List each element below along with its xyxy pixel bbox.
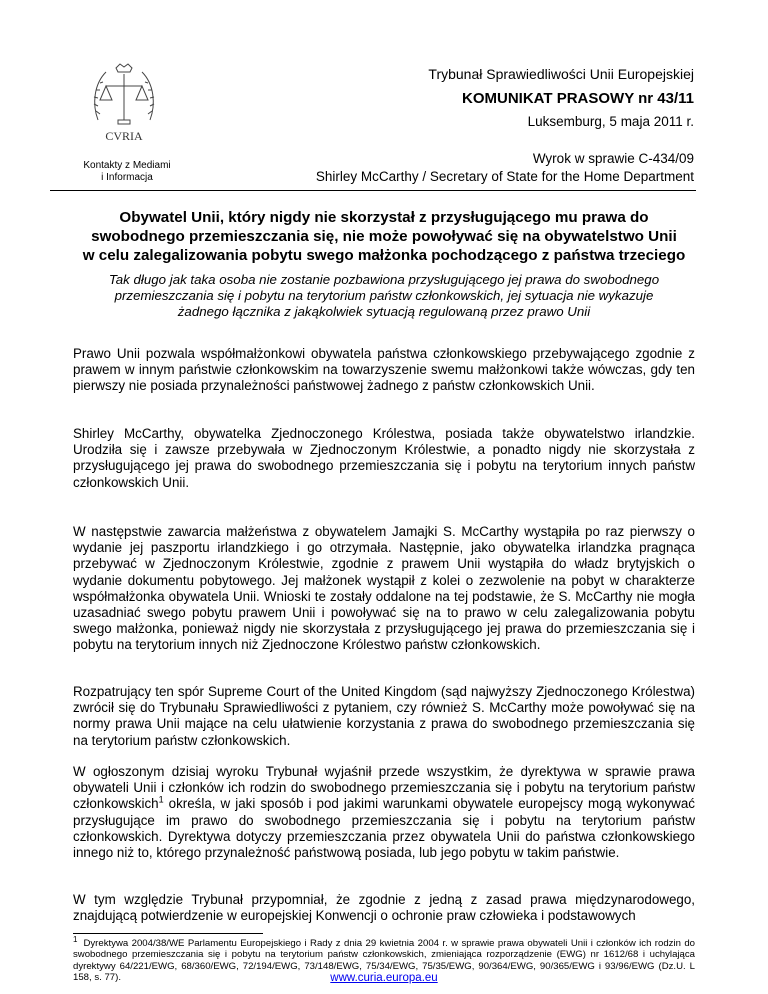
subheadline-line2: przemieszczania się i pobytu na terytorium państw członkowskich, jej sytuacja nie wykazuje [114,288,654,303]
press-release-number: KOMUNIKAT PRASOWY nr 43/11 [462,90,694,107]
curia-website-link[interactable]: www.curia.europa.eu [330,972,438,984]
headline-line3: w celu zalegalizowania pobytu swego małżonka pochodzącego z państwa trzeciego [82,247,686,264]
subheadline-line3: żadnego łącznika z jakąkolwiek sytuacją regulowaną przez prawo Unii [177,304,591,319]
judgment-parties: Shirley McCarthy / Secretary of State for the Home Department [315,169,694,184]
paragraph-2: Shirley McCarthy, obywatelka Zjednoczonego Królestwa, posiada także obywatelstwo irlandzkie. Urodziła się i zawsze przebywała w Zjednoczonym Królestwie, a ponadto nigdy nie skorzystała z przysługującego jej prawa do swobodnego przemieszczania się i pobytu na terytorium innych państw członkowskich Unii. [73,426,695,490]
paragraph-5 [73,764,695,861]
contact-label-line2: i Informacja [101,172,153,183]
paragraph-1: Prawo Unii pozwala współmałżonkowi obywatela państwa członkowskiego przebywającego zgodnie z prawem w innym państwie członkowskim na towarzyszenie swemu małżonkowi także wówczas, gdy ten pierwszy nie posiada przynależności państwowej żadnego z państw członkowskich Unii. [73,346,695,394]
footnote-divider [73,933,263,934]
headline-line1: Obywatel Unii, który nigdy nie skorzystał z przysługującego mu prawa do [119,209,649,226]
paragraph-4: Rozpatrujący ten spór Supreme Court of the United Kingdom (sąd najwyższy Zjednoczonego Królestwa) zwrócił się do Trybunału Sprawiedliwości z pytaniem, czy również S. McCarthy może powoływać się na normy prawa Unii mające na celu ułatwienie korzystania z prawa do swobodnego przemieszczania się na terytorium państw członkowskich. [73,684,695,748]
subheadline-line1: Tak długo jak taka osoba nie zostanie pozbawiona przysługującego jej prawa do swobodnego [108,272,660,287]
judgment-reference [316,150,694,186]
logo-wordmark: CVRIA [105,129,143,143]
curia-logo-icon [88,60,160,146]
paragraph-3: W następstwie zawarcia małżeństwa z obywatelem Jamajki S. McCarthy wystąpiła po raz pierwszy o wydanie jej paszportu irlandzkiego i go otrzymała. Następnie, jako obywatelka irlandzka pragnąca przebywać w Zjednoczonym Królestwie, zgodnie z prawem Unii wystąpiła do władz brytyjskich o wydanie dokumentu pobytowego. Jej małżonek wystąpił z kolei o zezwolenie na pobyt w charakterze współmałżonka obywatela Unii. Wnioski te zostały oddalone na tej podstawie, że S. McCarthy nie mogła uzasadniać swego pobytu prawem Unii i powoływać się na to prawo w celu zalegalizowania pobytu swego małżonka, ponieważ nigdy nie skorzystała z przysługującego jej prawa do przemieszczania się i pobytu na terytorium innych niż Zjednoczone Królestwo państw członkowskich. [73,524,695,653]
paragraph-5-part-a: W ogłoszonym dzisiaj wyroku Trybunał wyjaśnił przede wszystkim, że dyrektywa w sprawie prawa obywateli Unii i członków ich rodzin do swobodnego przemieszczania się i pobytu na terytorium państw członkowskich [73,764,695,812]
header-divider [50,190,696,191]
subheadline [70,272,698,320]
paragraph-5-part-b: określa, w jaki sposób i pod jakimi warunkami obywatele europejscy mogą wykonywać przysługujące im prawo do swobodnego przemieszczania się i pobytu na terytorium państw członkowskich. Dyrektywa dotyczy przemieszczania przez obywatela Unii do państwa członkowskiego innego niż to, którego przynależność państwową posiada, lub jego pobytu w takim państwie. [73,796,695,861]
institution-name: Trybunał Sprawiedliwości Unii Europejskiej [428,66,694,82]
contact-label-line1: Kontakty z Mediami [83,160,171,171]
footnote-reference[interactable]: 1 [158,794,164,805]
headline-line2: swobodnego przemieszczania się, nie może powoływać się na obywatelstwo Unii [91,228,677,245]
footnote-mark: 1 [73,934,78,944]
place-date: Luksemburg, 5 maja 2011 r. [527,114,694,129]
footnote-text: Dyrektywa 2004/38/WE Parlamentu Europejskiego i Rady z dnia 29 kwietnia 2004 r. w sprawie prawa obywateli Unii i członków ich rodzin do swobodnego przemieszczania się i pobytu na terytorium państw członkowskich, zmieniająca rozporządzenie (EWG) nr 1612/68 i uchylająca dyrektywy 64/221/EWG, 68/360/EWG, 72/194/EWG, 73/148/EWG, 75/34/EWG, 75/35/EWG, 90/364/EWG, 90/365/EWG i 93/96/EWG (Dz.U. L 158, s. 77). [73,938,695,984]
media-contact-label [52,160,202,184]
paragraph-6: W tym względzie Trybunał przypomniał, że zgodnie z jedną z zasad prawa międzynarodowego, znajdującą potwierdzenie w europejskiej Konwencji o ochronie praw człowieka i podstawowych [73,892,695,924]
headline [40,208,728,265]
judgment-case: Wyrok w sprawie C-434/09 [532,151,694,166]
